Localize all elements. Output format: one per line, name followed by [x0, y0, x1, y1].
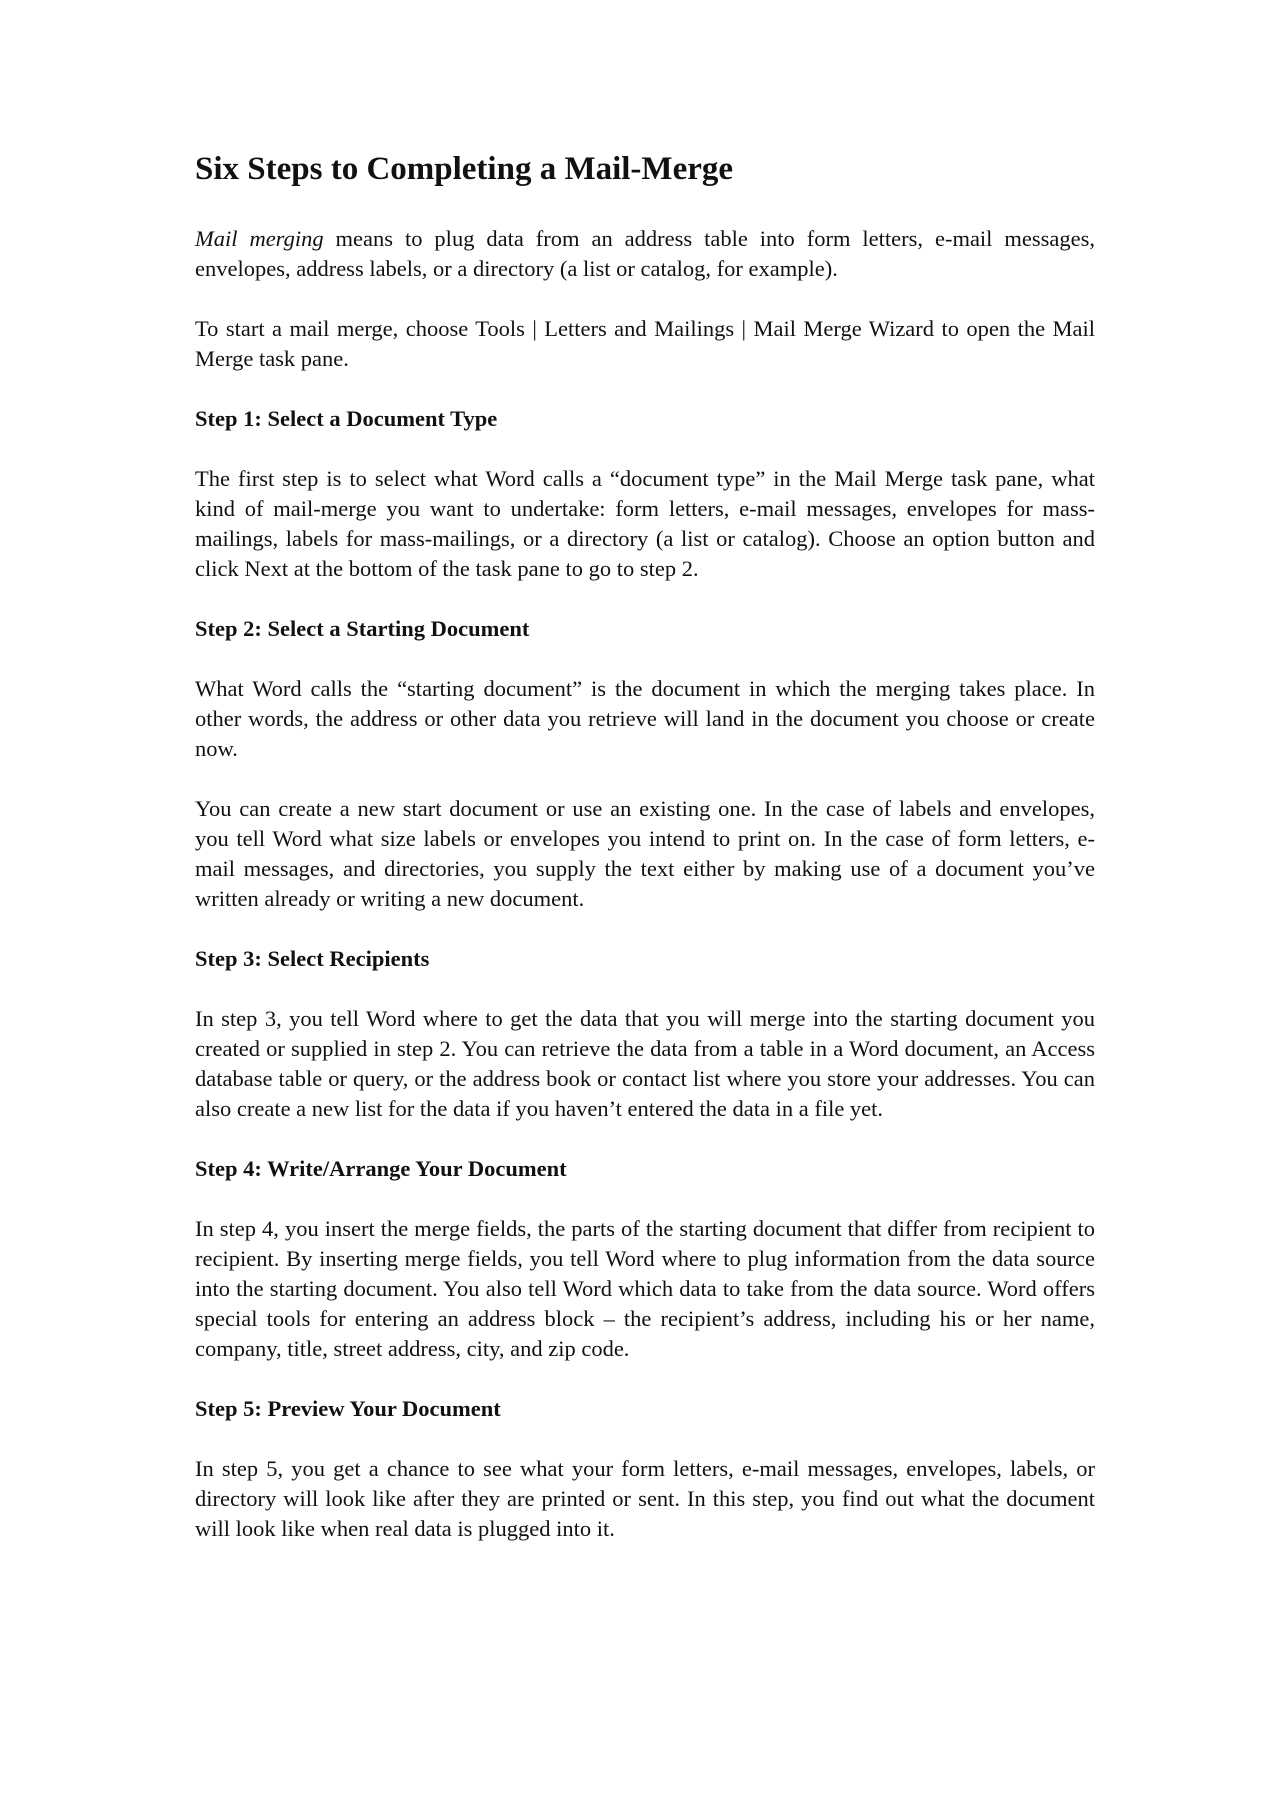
page-title: Six Steps to Completing a Mail-Merge	[195, 151, 734, 187]
step-1-paragraph: The first step is to select what Word calls a “document type” in the Mail Merge task pane, what kind of mail-merge you want to undertake: form letters, e-mail messages, envelopes for mass-mailings, labels for mass-mailings, or a directory (a list or catalog). Choose an option button and click Next at the bottom of the task pane to go to step 2.	[195, 465, 1095, 581]
step-1-section	[195, 404, 1095, 584]
intro-term: Mail merging	[195, 225, 324, 251]
step-4-paragraph: In step 4, you insert the merge fields, the parts of the starting document that differ from recipient to recipient. By inserting merge fields, you tell Word where to plug information from the data source into the starting document. You also tell Word which data to take from the data source. Word offers special tools for entering an address block – the recipient’s address, including his or her name, company, title, street address, city, and zip code.	[195, 1215, 1095, 1361]
step-5-paragraph: In step 5, you get a chance to see what your form letters, e-mail messages, envelopes, labels, or directory will look like after they are printed or sent. In this step, you find out what the document will look like when real data is plugged into it.	[195, 1455, 1095, 1541]
step-4-section	[195, 1154, 1095, 1364]
intro-paragraph	[195, 224, 1095, 284]
intro-text: means to plug data from an address table into form letters, e-mail messages, envelopes, address labels, or a directory (a list or catalog, for example).	[195, 225, 1095, 281]
step-2-section	[195, 614, 1095, 914]
step-3-heading: Step 3: Select Recipients	[195, 945, 430, 971]
step-5-heading: Step 5: Preview Your Document	[195, 1395, 501, 1421]
step-3-paragraph: In step 3, you tell Word where to get the data that you will merge into the starting document you created or supplied in step 2. You can retrieve the data from a table in a Word document, an Access database table or query, or the address book or contact list where you store your addresses. You can also create a new list for the data if you haven’t entered the data in a file yet.	[195, 1005, 1095, 1121]
document-page	[195, 150, 1095, 1574]
step-5-section	[195, 1394, 1095, 1544]
step-4-heading: Step 4: Write/Arrange Your Document	[195, 1155, 567, 1181]
start-paragraph: To start a mail merge, choose Tools | Letters and Mailings | Mail Merge Wizard to open the Mail Merge task pane.	[195, 315, 1095, 371]
step-2-paragraph-2: You can create a new start document or use an existing one. In the case of labels and envelopes, you tell Word what size labels or envelopes you intend to print on. In the case of form letters, e-mail messages, and directories, you supply the text either by making use of a document you’ve written already or writing a new document.	[195, 795, 1095, 911]
step-2-paragraph-1: What Word calls the “starting document” is the document in which the merging takes place. In other words, the address or other data you retrieve will land in the document you choose or create now.	[195, 675, 1095, 761]
step-2-heading: Step 2: Select a Starting Document	[195, 615, 530, 641]
step-1-heading: Step 1: Select a Document Type	[195, 405, 498, 431]
step-3-section	[195, 944, 1095, 1124]
